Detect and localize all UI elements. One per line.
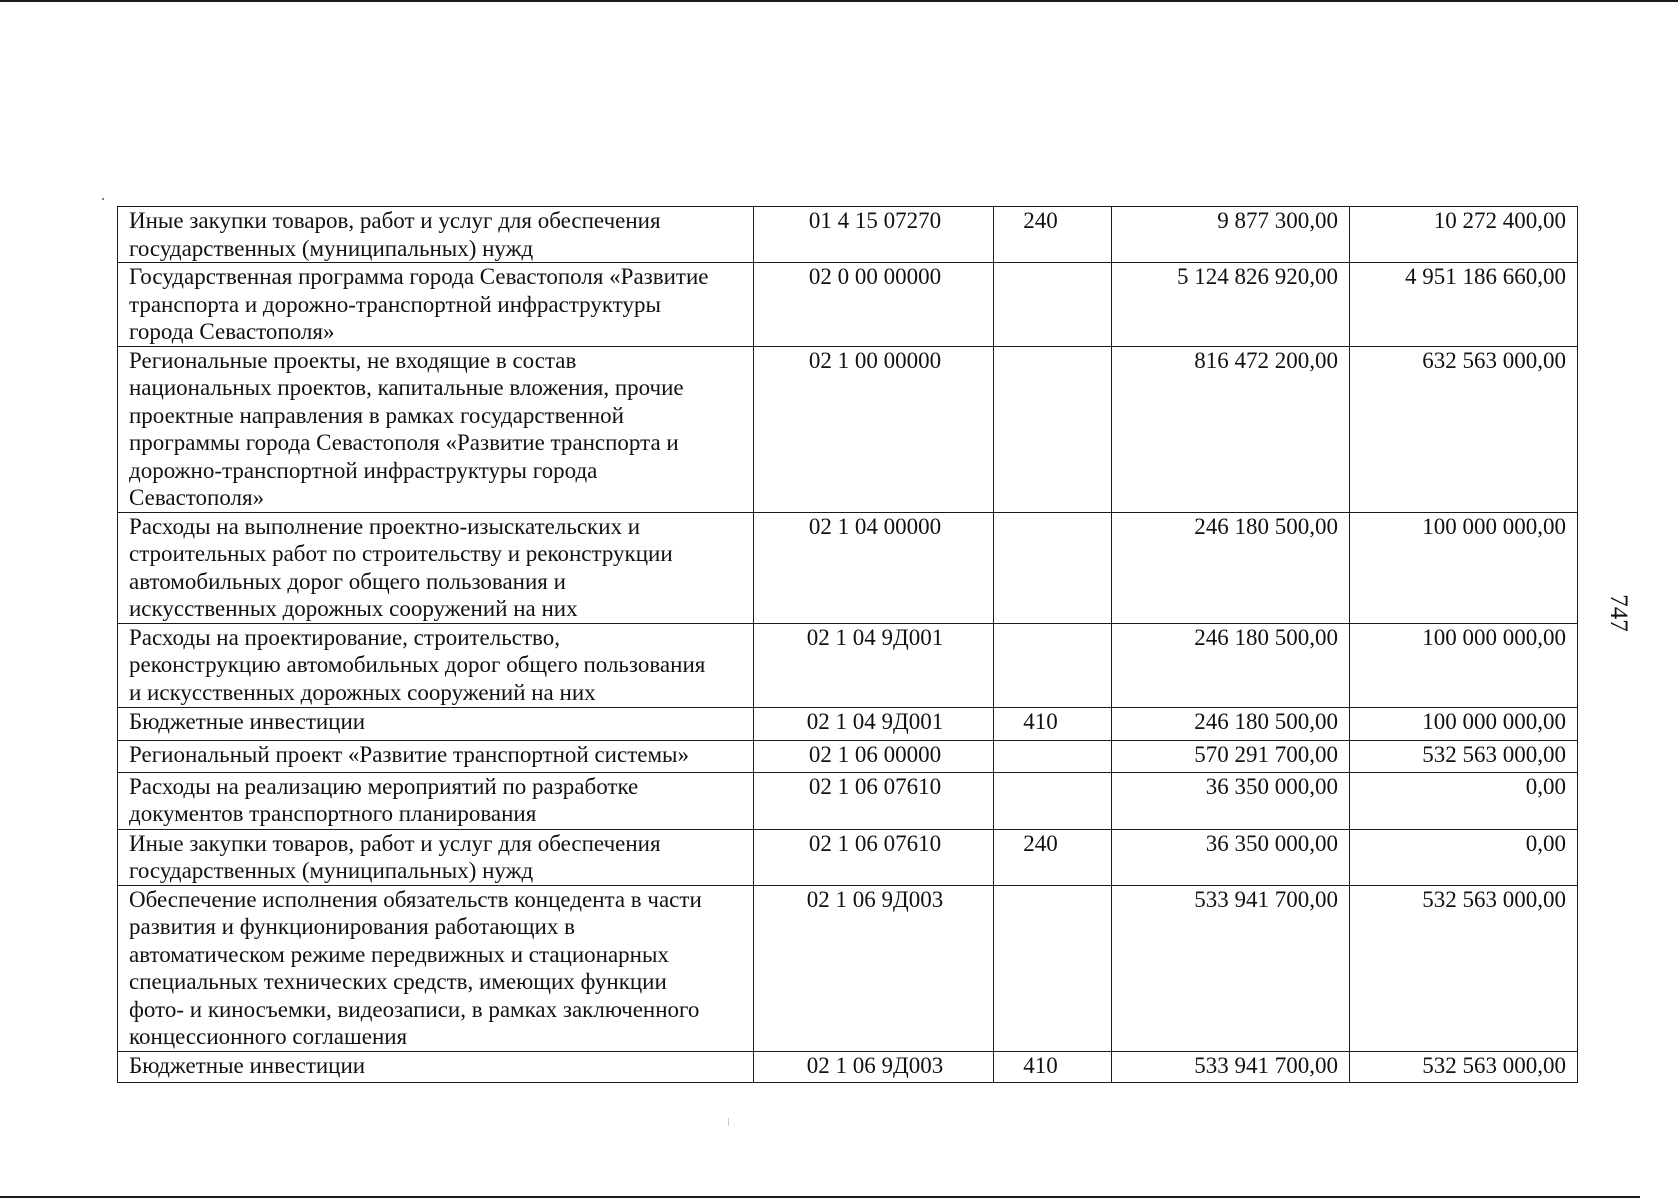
table-row xyxy=(118,707,1578,740)
row-code: 02 1 04 9Д001 xyxy=(754,623,994,707)
row-sum-1: 246 180 500,00 xyxy=(1112,623,1350,707)
row-code: 02 1 06 07610 xyxy=(754,772,994,829)
page-number: 747 xyxy=(1605,594,1632,632)
row-name: Расходы на проектирование, строительство, реконструкцию автомобильных дорог общего пользования и искусственных дорожных сооружений на них xyxy=(118,623,754,707)
row-sum-2: 100 000 000,00 xyxy=(1350,707,1578,740)
row-sum-2: 10 272 400,00 xyxy=(1350,207,1578,263)
row-sum-1: 246 180 500,00 xyxy=(1112,512,1350,623)
table-row xyxy=(118,623,1578,707)
row-expense-type: 240 xyxy=(994,829,1112,885)
row-sum-1: 533 941 700,00 xyxy=(1112,885,1350,1051)
row-sum-1: 9 877 300,00 xyxy=(1112,207,1350,263)
row-sum-2: 100 000 000,00 xyxy=(1350,623,1578,707)
row-sum-2: 100 000 000,00 xyxy=(1350,512,1578,623)
row-sum-2: 0,00 xyxy=(1350,772,1578,829)
row-expense-type: 410 xyxy=(994,1051,1112,1082)
row-sum-2: 532 563 000,00 xyxy=(1350,885,1578,1051)
row-code: 02 1 06 9Д003 xyxy=(754,885,994,1051)
row-sum-2: 532 563 000,00 xyxy=(1350,740,1578,772)
row-code: 02 1 06 07610 xyxy=(754,829,994,885)
row-sum-2: 532 563 000,00 xyxy=(1350,1051,1578,1082)
row-name: Бюджетные инвестиции xyxy=(118,707,754,740)
row-name: Региональные проекты, не входящие в состав национальных проектов, капитальные вложения, прочие проектные направления в рамках государственной программы города Севастополя «Развитие транспорта и дорожно-транспортной инфраструктуры города Севастополя» xyxy=(118,346,754,512)
row-name: Региональный проект «Развитие транспортной системы» xyxy=(118,740,754,772)
row-code: 02 1 06 9Д003 xyxy=(754,1051,994,1082)
table-row xyxy=(118,207,1578,263)
table-row xyxy=(118,829,1578,885)
row-name: Расходы на реализацию мероприятий по разработке документов транспортного планирования xyxy=(118,772,754,829)
row-sum-1: 246 180 500,00 xyxy=(1112,707,1350,740)
row-code: 02 1 04 00000 xyxy=(754,512,994,623)
table-row xyxy=(118,263,1578,347)
table-row xyxy=(118,740,1578,772)
table-row xyxy=(118,346,1578,512)
scan-mark xyxy=(728,1118,729,1126)
row-expense-type: 410 xyxy=(994,707,1112,740)
row-name: Обеспечение исполнения обязательств концедента в части развития и функционирования работающих в автоматическом режиме передвижных и стационарных специальных технических средств, имеющих функции фото- и киносъемки, видеозаписи, в рамках заключенного концессионного соглашения xyxy=(118,885,754,1051)
row-expense-type xyxy=(994,512,1112,623)
scan-speck xyxy=(102,198,104,200)
row-sum-1: 36 350 000,00 xyxy=(1112,829,1350,885)
budget-table xyxy=(117,206,1578,1083)
row-expense-type xyxy=(994,623,1112,707)
row-expense-type xyxy=(994,263,1112,347)
row-sum-1: 36 350 000,00 xyxy=(1112,772,1350,829)
row-expense-type: 240 xyxy=(994,207,1112,263)
row-sum-1: 5 124 826 920,00 xyxy=(1112,263,1350,347)
table-row xyxy=(118,1051,1578,1082)
table-row xyxy=(118,885,1578,1051)
row-code: 02 0 00 00000 xyxy=(754,263,994,347)
budget-table-body xyxy=(118,207,1578,1083)
row-code: 01 4 15 07270 xyxy=(754,207,994,263)
row-expense-type xyxy=(994,772,1112,829)
row-sum-2: 4 951 186 660,00 xyxy=(1350,263,1578,347)
row-expense-type xyxy=(994,346,1112,512)
row-code: 02 1 06 00000 xyxy=(754,740,994,772)
row-sum-2: 0,00 xyxy=(1350,829,1578,885)
row-name: Государственная программа города Севастополя «Развитие транспорта и дорожно-транспортной инфраструктуры города Севастополя» xyxy=(118,263,754,347)
row-expense-type xyxy=(994,740,1112,772)
table-row xyxy=(118,772,1578,829)
row-sum-2: 632 563 000,00 xyxy=(1350,346,1578,512)
scan-edge-top xyxy=(0,0,1678,2)
row-name: Иные закупки товаров, работ и услуг для обеспечения государственных (муниципальных) нужд xyxy=(118,829,754,885)
row-code: 02 1 00 00000 xyxy=(754,346,994,512)
row-code: 02 1 04 9Д001 xyxy=(754,707,994,740)
row-sum-1: 570 291 700,00 xyxy=(1112,740,1350,772)
row-name: Бюджетные инвестиции xyxy=(118,1051,754,1082)
table-row xyxy=(118,512,1578,623)
row-name: Иные закупки товаров, работ и услуг для обеспечения государственных (муниципальных) нужд xyxy=(118,207,754,263)
scan-edge-bottom xyxy=(0,1196,1640,1198)
row-sum-1: 533 941 700,00 xyxy=(1112,1051,1350,1082)
row-sum-1: 816 472 200,00 xyxy=(1112,346,1350,512)
row-name: Расходы на выполнение проектно-изыскательских и строительных работ по строительству и реконструкции автомобильных дорог общего пользования и искусственных дорожных сооружений на них xyxy=(118,512,754,623)
row-expense-type xyxy=(994,885,1112,1051)
